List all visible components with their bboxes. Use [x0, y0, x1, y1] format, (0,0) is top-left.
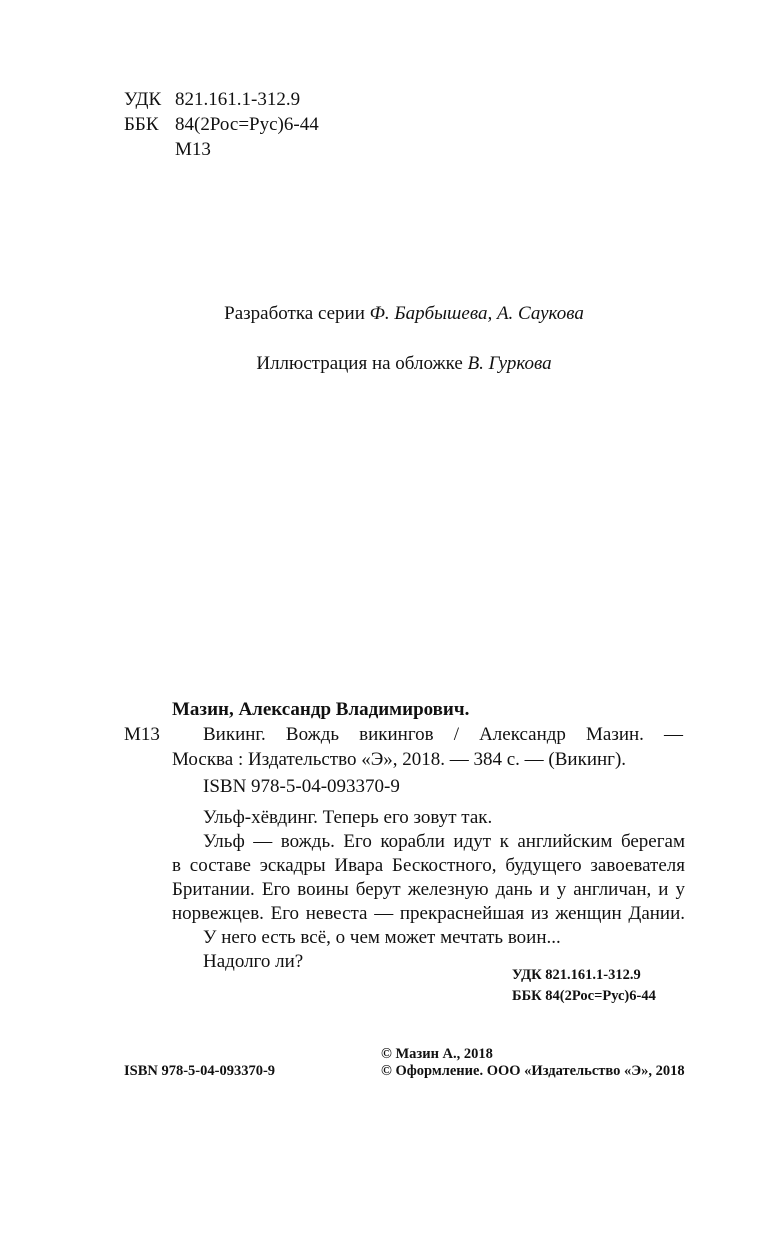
entry-mark: М13: [124, 724, 160, 745]
annotation-line: Ульф-хёвдинг. Теперь его зовут так.: [203, 807, 493, 828]
cover-credit: [0, 352, 768, 376]
entry-publisher-line: Москва : Издательство «Э», 2018. — 384 с. — (Викинг).: [172, 749, 627, 770]
series-credit-prefix: Разработка серии: [224, 303, 365, 324]
cover-credit-prefix: Иллюстрация на обложке: [256, 353, 463, 374]
annotation-line: норвежцев. Его невеста — прекраснейшая из женщин Дании.: [172, 903, 685, 924]
author-mark: М13: [175, 139, 211, 160]
cover-credit-name: В. Гуркова: [467, 353, 552, 374]
bbk-value: 84(2Рос=Рус)6-44: [175, 114, 319, 135]
udk-label: УДК: [124, 89, 162, 110]
annotation-line: Надолго ли?: [203, 951, 304, 972]
index-udk: УДК 821.161.1-312.9: [512, 967, 641, 983]
footer-isbn: ISBN 978-5-04-093370-9: [124, 1063, 276, 1079]
entry-author: Мазин, Александр Владимирович.: [172, 699, 470, 720]
series-credit: [0, 302, 768, 326]
entry-title-line: Викинг. Вождь викингов / Александр Мазин. —: [203, 724, 683, 745]
entry-isbn: ISBN 978-5-04-093370-9: [203, 776, 400, 797]
index-bbk: ББК 84(2Рос=Рус)6-44: [512, 988, 656, 1004]
annotation-line: в составе эскадры Ивара Бескостного, будущего завоевателя: [172, 855, 685, 876]
annotation-line: Ульф — вождь. Его корабли идут к английским берегам: [203, 831, 685, 852]
copyright-author: © Мазин А., 2018: [381, 1046, 493, 1062]
series-credit-names: Ф. Барбышева, А. Саукова: [369, 303, 584, 324]
copyright-design: © Оформление. ООО «Издательство «Э», 2018: [381, 1063, 685, 1079]
annotation-line: Британии. Его воины берут железную дань и у англичан, и у: [172, 879, 685, 900]
bbk-label: ББК: [124, 114, 159, 135]
annotation-line: У него есть всё, о чем может мечтать воин...: [203, 927, 561, 948]
udk-value: 821.161.1-312.9: [175, 89, 301, 110]
